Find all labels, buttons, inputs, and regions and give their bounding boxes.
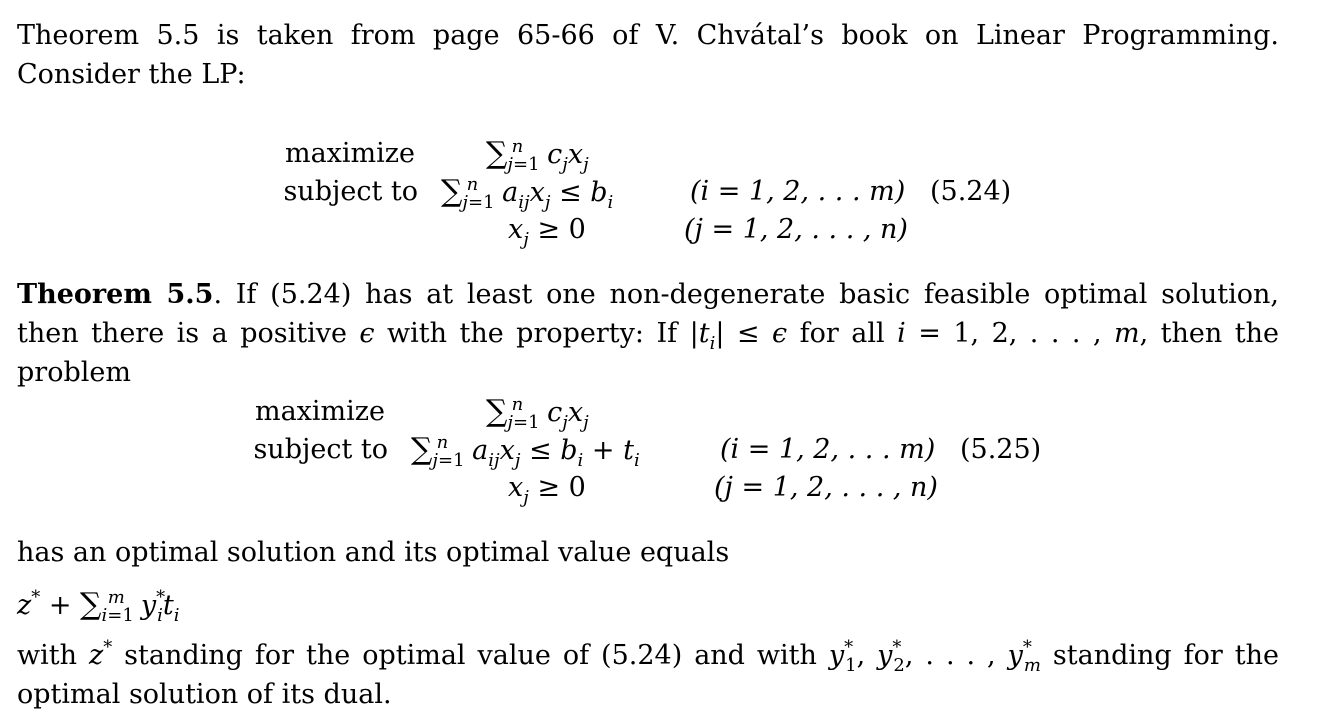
lp-5-25 [0,393,1318,513]
range-j: (j = 1, 2, . . . , n) [714,472,938,503]
conclusion-text: has an optimal solution and its optimal value equals [17,537,730,568]
objective-expression: $\sum_{j=1}^n$ $c_jx_j$ [486,136,589,175]
theorem-text-b: with the property: If [387,318,678,349]
theorem-label: Theorem 5.5 [17,279,214,310]
conclusion-line [17,533,1279,572]
lp-5-24 [0,135,1318,255]
with-text-b: standing for the optimal value of (5.24) and with [124,640,817,671]
nonnegativity-expression: $x_j \ge 0$ [508,214,586,250]
intro-paragraph [17,16,1279,94]
range-j: (j = 1, 2, . . . , n) [684,214,908,245]
subject-to-label: subject to [283,176,418,207]
theorem-paragraph: Theorem 5.5. If (5.24) has at least one non-degenerate basic feasible optimal solution, then there is a positive ϵ with the property: If $|t_i| \le \epsilon$ for all i = 1, 2, . . . , m, then the problem [17,279,1280,388]
intro-text: Theorem 5.5 is taken from page 65-66 of V. Chvátal’s book on Linear Programming. Consider the LP: [17,20,1279,90]
maximize-label: maximize [254,396,385,427]
maximize-label: maximize [284,138,415,169]
range-i: (i = 1, 2, . . . m) [720,434,936,465]
constraint-expression: $\sum_{j=1}^n$ $a_{ij}x_j \le b_i$ [441,174,614,213]
with-text-a: with [17,640,77,671]
nonnegativity-expression: $x_j \ge 0$ [508,472,586,508]
theorem-text-c: for all [799,318,885,349]
with-text-c: standing for the optimal solution of its dual. [17,640,1279,710]
equation-number: (5.25) [960,434,1042,465]
range-i: (i = 1, 2, . . . m) [690,176,906,207]
theorem-text-d: , then the problem [17,318,1279,388]
optimal-value-formula: $z^* + \sum_{i=1}^m$ $y^*_it_i$ [17,587,180,626]
final-paragraph: with z* standing for the optimal value of (5.24) and with $y^*_1$, $y^*_2$, . . . , $y^*_m$ standing for the optimal solution of its dual. [17,637,1279,710]
theorem-text-a: . If (5.24) has at least one non-degenerate basic feasible optimal solution, then there is a positive [17,279,1280,349]
objective-expression: $\sum_{j=1}^n$ $c_jx_j$ [486,394,589,433]
equation-number: (5.24) [930,176,1012,207]
constraint-expression: $\sum_{j=1}^n$ $a_{ij}x_j \le b_i + t_i$ [411,432,640,471]
subject-to-label: subject to [253,434,388,465]
